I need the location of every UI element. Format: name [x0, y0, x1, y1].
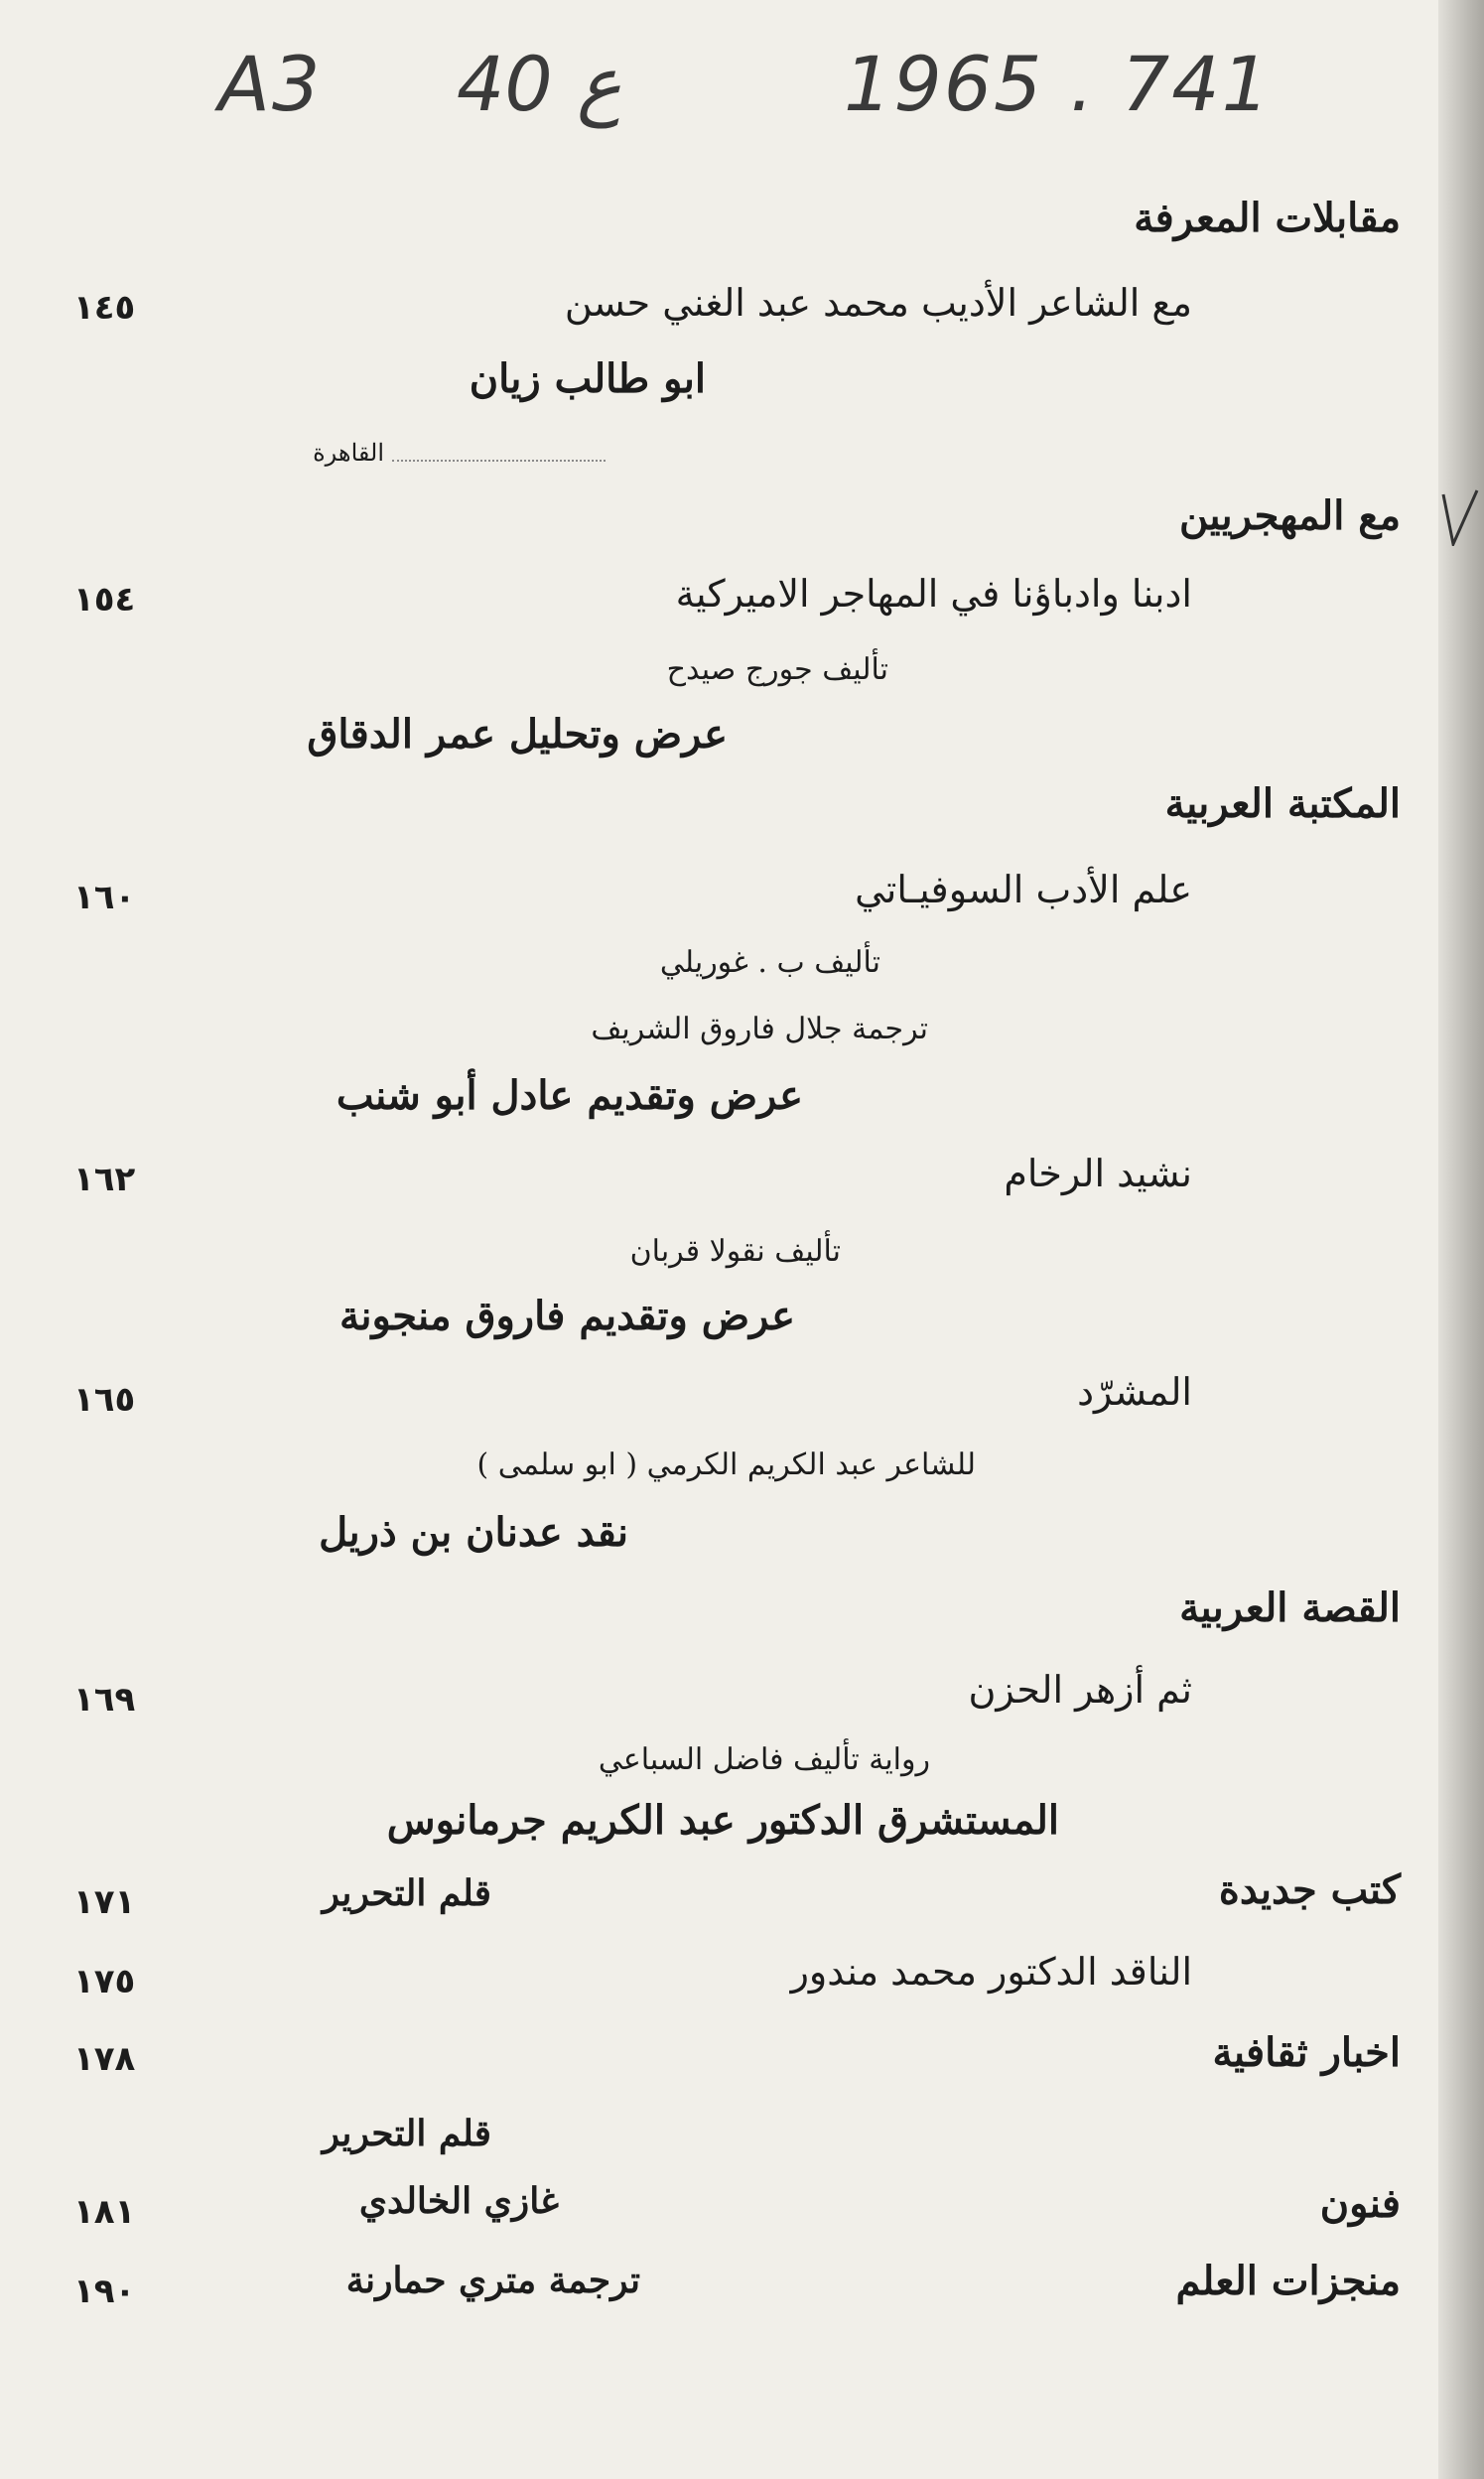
entry-page-number: ١٦٢	[73, 1160, 136, 1199]
page-edge-shadow	[1438, 0, 1484, 2479]
entry-page-number: ١٤٥	[73, 288, 136, 328]
row-page-number: ١٧١	[73, 1882, 136, 1922]
archive-note-part-2: 40 ع	[457, 40, 622, 128]
entry-credit: للشاعر عبد الكريم الكرمي ( ابو سلمى )	[476, 1447, 976, 1482]
entry-page-number: ١٦٥	[73, 1380, 136, 1420]
entry-title: ثم أزهر الحزن	[968, 1668, 1192, 1712]
row-page-number: ١٧٨	[73, 2039, 136, 2079]
section-heading-interviews: مقابلات المعرفة	[1134, 195, 1401, 241]
checkmark-icon	[1441, 488, 1479, 546]
entry-author: نقد عدنان بن ذريل	[319, 1509, 628, 1556]
entry-credit: رواية تأليف فاضل السباعي	[598, 1742, 930, 1777]
entry-author: عرض وتقديم فاروق منجونة	[338, 1293, 795, 1339]
row-author-critic: الناقد الدكتور محمد مندور	[790, 1950, 1192, 1994]
section-heading-arab-story: القصة العربية	[1179, 1584, 1401, 1631]
section-heading-emigrants: مع المهجريين	[1178, 492, 1401, 539]
section-heading-new-books: كتب جديدة	[1218, 1866, 1401, 1913]
section-heading-arts: فنون	[1319, 2180, 1401, 2227]
entry-credit-translator: ترجمة جلال فاروق الشريف	[591, 1012, 928, 1046]
row-page-number: ١٩٠	[73, 2272, 136, 2311]
section-heading-science: منجزات العلم	[1175, 2258, 1401, 2304]
entry-author: عرض وتحليل عمر الدقاق	[307, 711, 728, 757]
entry-title: علم الأدب السوفيـاتي	[855, 868, 1192, 911]
entry-credit: تأليف جورج صيدح	[666, 652, 888, 687]
entry-title: المشرّد	[1077, 1370, 1192, 1414]
archive-note-part-3: 1965 . 741	[844, 40, 1272, 128]
entry-place: القاهرة	[313, 439, 384, 467]
row-page-number: ١٨١	[73, 2192, 136, 2232]
row-author: ترجمة متري حمارنة	[345, 2260, 640, 2301]
entry-title: نشيد الرخام	[1004, 1152, 1192, 1195]
section-heading-arab-library: المكتبة العربية	[1164, 780, 1401, 827]
row-author: غازي الخالدي	[358, 2180, 559, 2222]
row-author: قلم التحرير	[322, 1872, 491, 1914]
entry-page-number: ١٥٤	[73, 580, 136, 620]
entry-title: مع الشاعر الأديب محمد عبد الغني حسن	[564, 281, 1192, 325]
section-heading-cultural-news: اخبار ثقافية	[1212, 2029, 1401, 2076]
row-page-number: ١٧٥	[73, 1962, 136, 2001]
entry-author: عرض وتقديم عادل أبو شنب	[336, 1072, 803, 1119]
entry-title: ادبنا وادباؤنا في المهاجر الاميركية	[675, 572, 1192, 616]
entry-author: ابو طالب زيان	[469, 355, 706, 402]
entry-page-number: ١٦٩	[73, 1680, 136, 1720]
entry-credit: تأليف نقولا قربان	[629, 1234, 841, 1269]
dotted-leader	[392, 460, 606, 462]
archive-note-part-1: A3	[218, 40, 323, 128]
entry-credit: تأليف ب . غوريلي	[659, 945, 880, 980]
entry-page-number: ١٦٠	[73, 878, 136, 917]
entry-author: المستشرق الدكتور عبد الكريم جرمانوس	[386, 1797, 1059, 1844]
row-author: قلم التحرير	[322, 2113, 491, 2154]
